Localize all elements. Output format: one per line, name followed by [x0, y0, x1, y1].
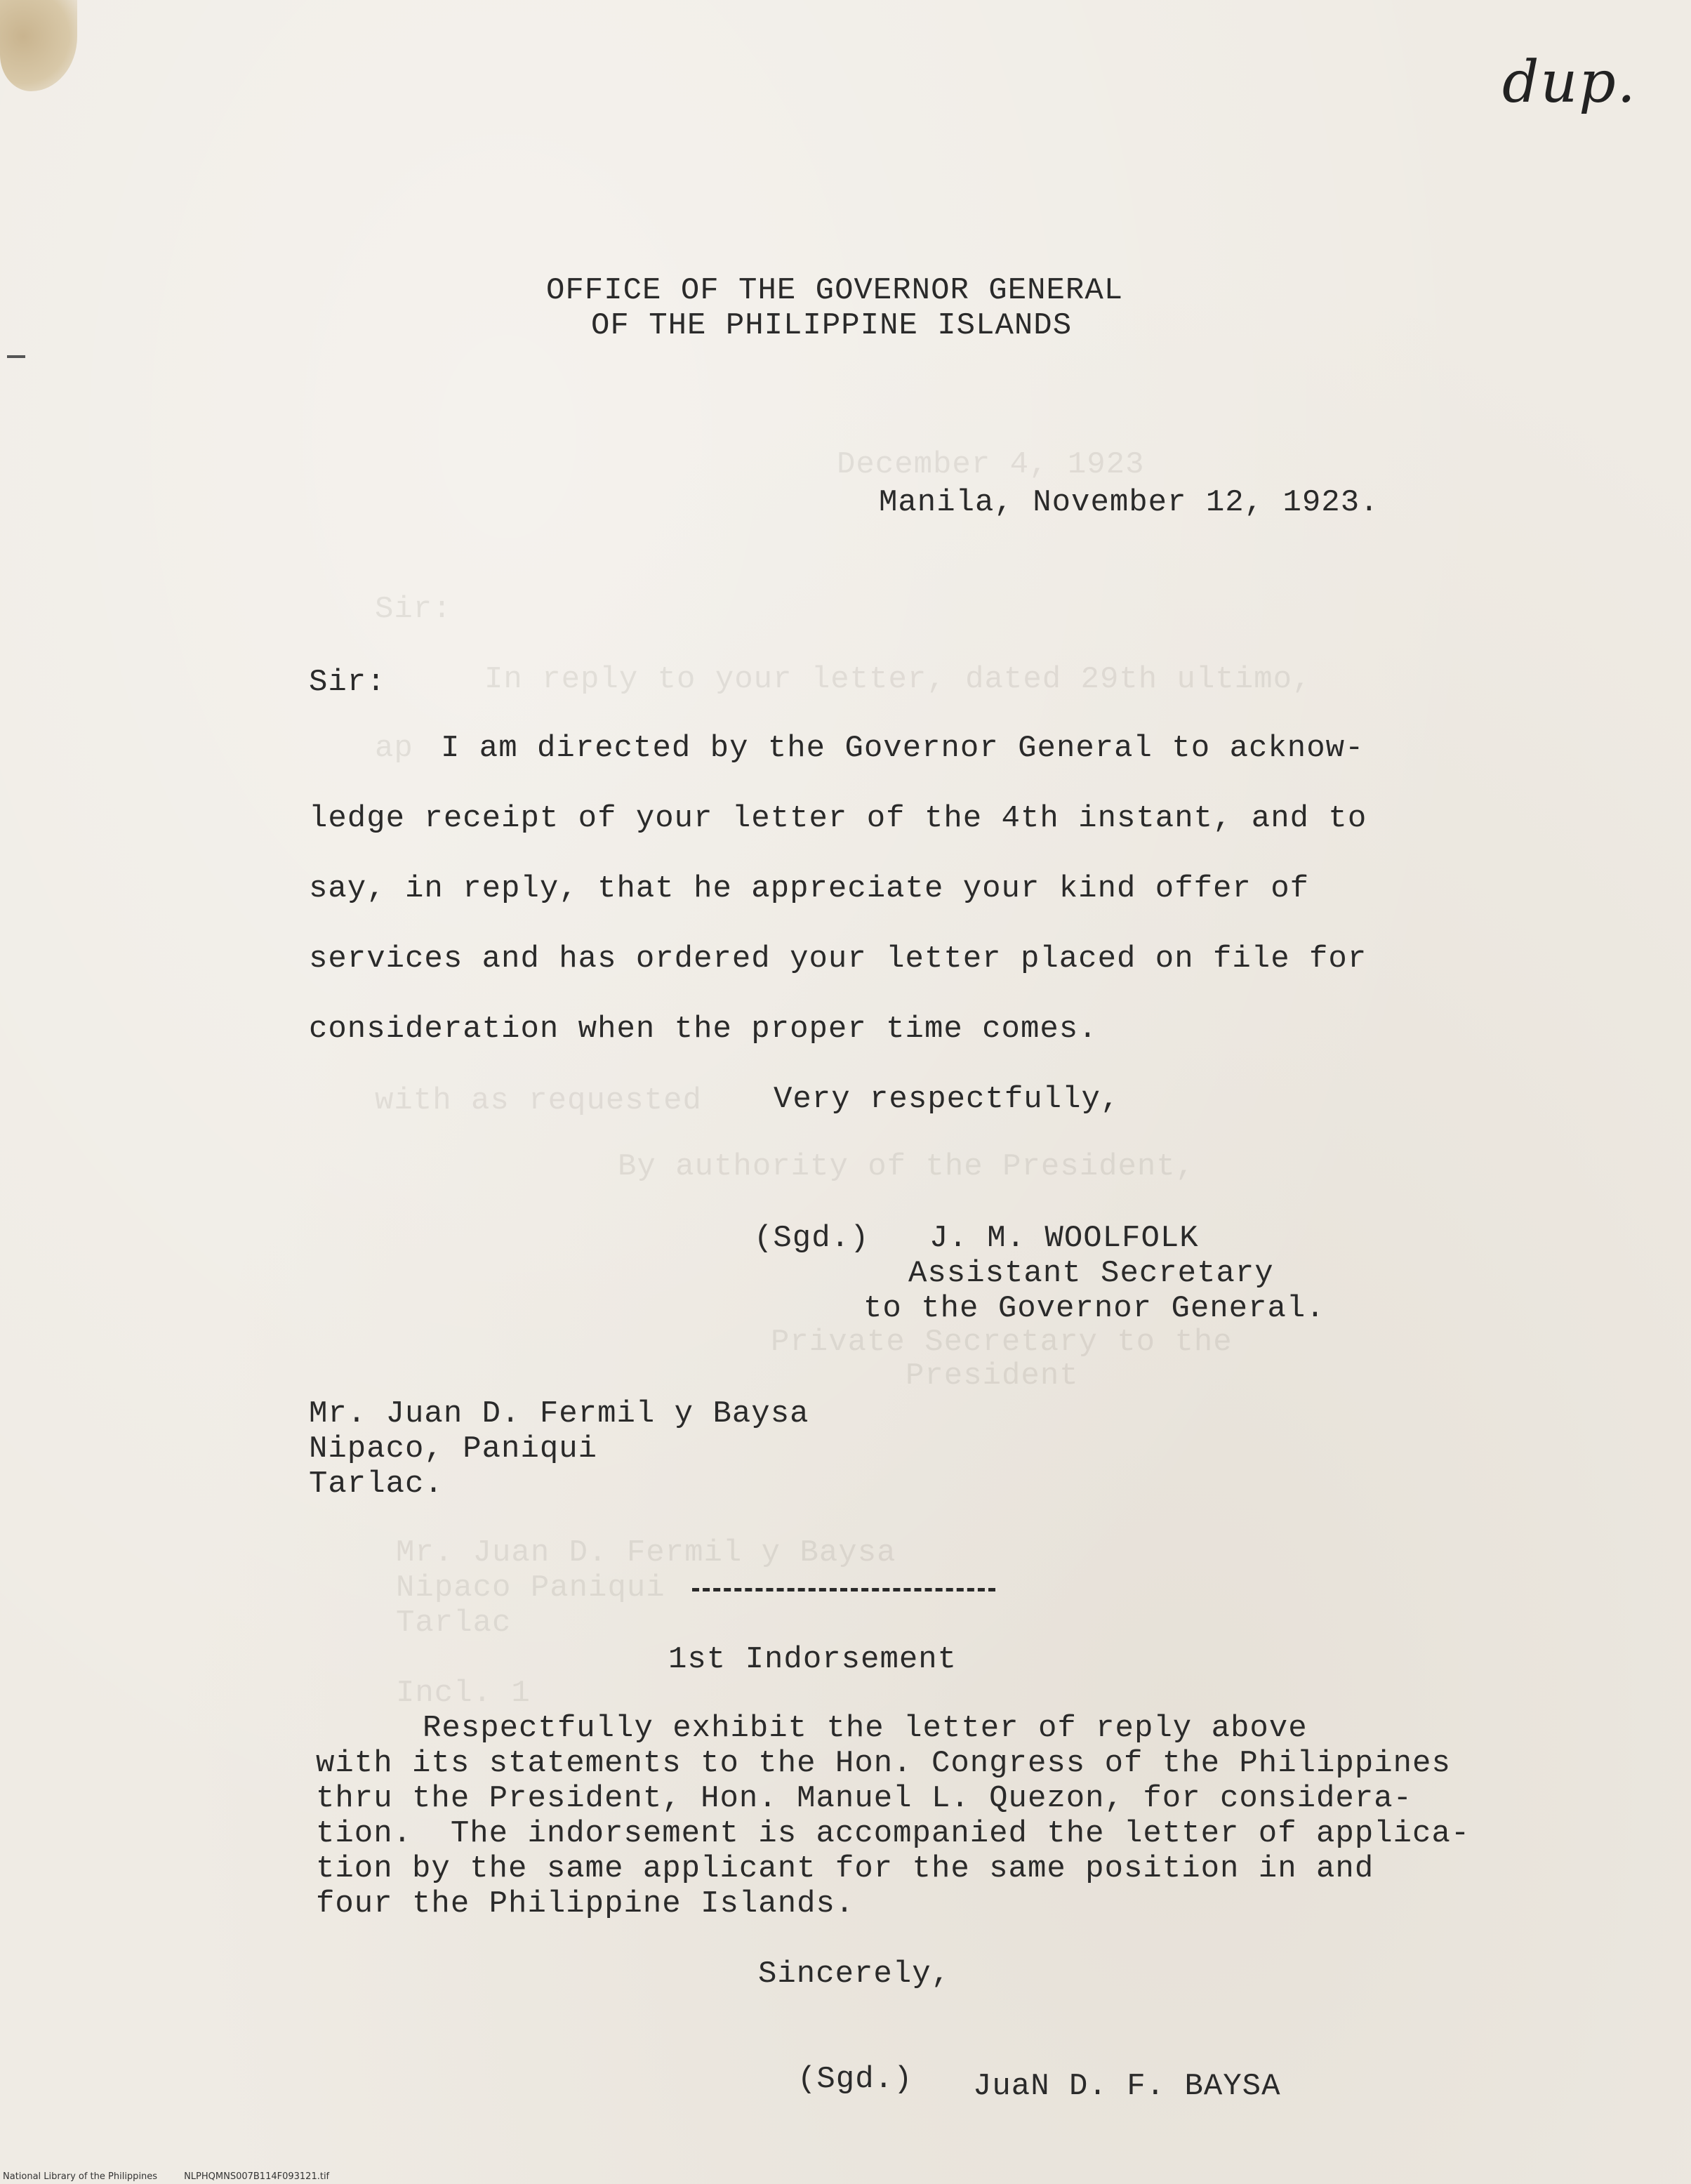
body-line: I am directed by the Governor General to acknow-	[441, 731, 1365, 766]
indorsement-line: Respectfully exhibit the letter of reply above	[423, 1711, 1308, 1746]
indorsement-sgd: (Sgd.)	[797, 2062, 913, 2097]
indorsement-line: tion by the same applicant for the same position in and	[316, 1851, 1374, 1886]
footer-source: National Library of the Philippines	[3, 2171, 158, 2182]
closing: Very respectfully,	[774, 1082, 1120, 1117]
margin-mark	[7, 355, 25, 358]
bleed-through-salutation: Sir:	[375, 592, 452, 627]
address-line-2: Nipaco, Paniqui	[309, 1431, 598, 1467]
bleed-through-line: Tarlac	[396, 1606, 512, 1641]
body-line: consideration when the proper time comes.	[309, 1012, 1098, 1047]
bleed-through-line: with as requested	[375, 1083, 702, 1118]
bleed-through-line: ap	[375, 731, 413, 766]
signature-sgd: (Sgd.)	[754, 1221, 870, 1256]
footer-filename: NLPHQMNS007B114F093121.tif	[184, 2171, 330, 2182]
letterhead-line-2: OF THE PHILIPPINE ISLANDS	[591, 308, 1073, 343]
salutation: Sir:	[309, 665, 386, 700]
bleed-through-line: Mr. Juan D. Fermil y Baysa	[396, 1535, 896, 1570]
body-line: ledge receipt of your letter of the 4th instant, and to	[309, 801, 1367, 836]
indorsement-line: tion. The indorsement is accompanied the letter of applica-	[316, 1816, 1471, 1851]
indorsement-line: thru the President, Hon. Manuel L. Quezon, for considera-	[316, 1781, 1413, 1816]
signature-title-2: to the Governor General.	[863, 1291, 1325, 1326]
indorsement-title: 1st Indorsement	[668, 1642, 957, 1677]
bleed-through-line: In reply to your letter, dated 29th ultimo,	[484, 662, 1312, 697]
bleed-through-line: President	[906, 1358, 1079, 1394]
paper-stain	[0, 0, 77, 91]
bleed-through-line: Nipaco Paniqui	[396, 1570, 665, 1606]
body-line: say, in reply, that he appreciate your kind offer of	[309, 871, 1310, 906]
indorsement-line: with its statements to the Hon. Congress of the Philippines	[316, 1746, 1451, 1781]
handwritten-note: dup.	[1502, 49, 1637, 116]
bleed-through-line: Private Secretary to the	[771, 1325, 1233, 1360]
letterhead-line-1: OFFICE OF THE GOVERNOR GENERAL	[546, 273, 1124, 308]
indorsement-closing: Sincerely,	[758, 1957, 951, 1992]
bleed-through-date: December 4, 1923	[837, 447, 1145, 482]
address-line-1: Mr. Juan D. Fermil y Baysa	[309, 1396, 809, 1431]
body-line: services and has ordered your letter placed on file for	[309, 941, 1367, 977]
separator-dashes	[692, 1588, 995, 1591]
signature-name: J. M. WOOLFOLK	[929, 1221, 1199, 1256]
scan-footer	[3, 2171, 329, 2182]
letter-date: Manila, November 12, 1923.	[879, 485, 1379, 520]
bleed-through-line: By authority of the President,	[618, 1149, 1195, 1184]
signature-title-1: Assistant Secretary	[908, 1256, 1274, 1291]
indorsement-signer: JuaN D. F. BAYSA	[973, 2069, 1281, 2104]
bleed-through-line: Incl. 1	[396, 1676, 531, 1711]
indorsement-line: four the Philippine Islands.	[316, 1886, 855, 1921]
address-line-3: Tarlac.	[309, 1467, 444, 1502]
